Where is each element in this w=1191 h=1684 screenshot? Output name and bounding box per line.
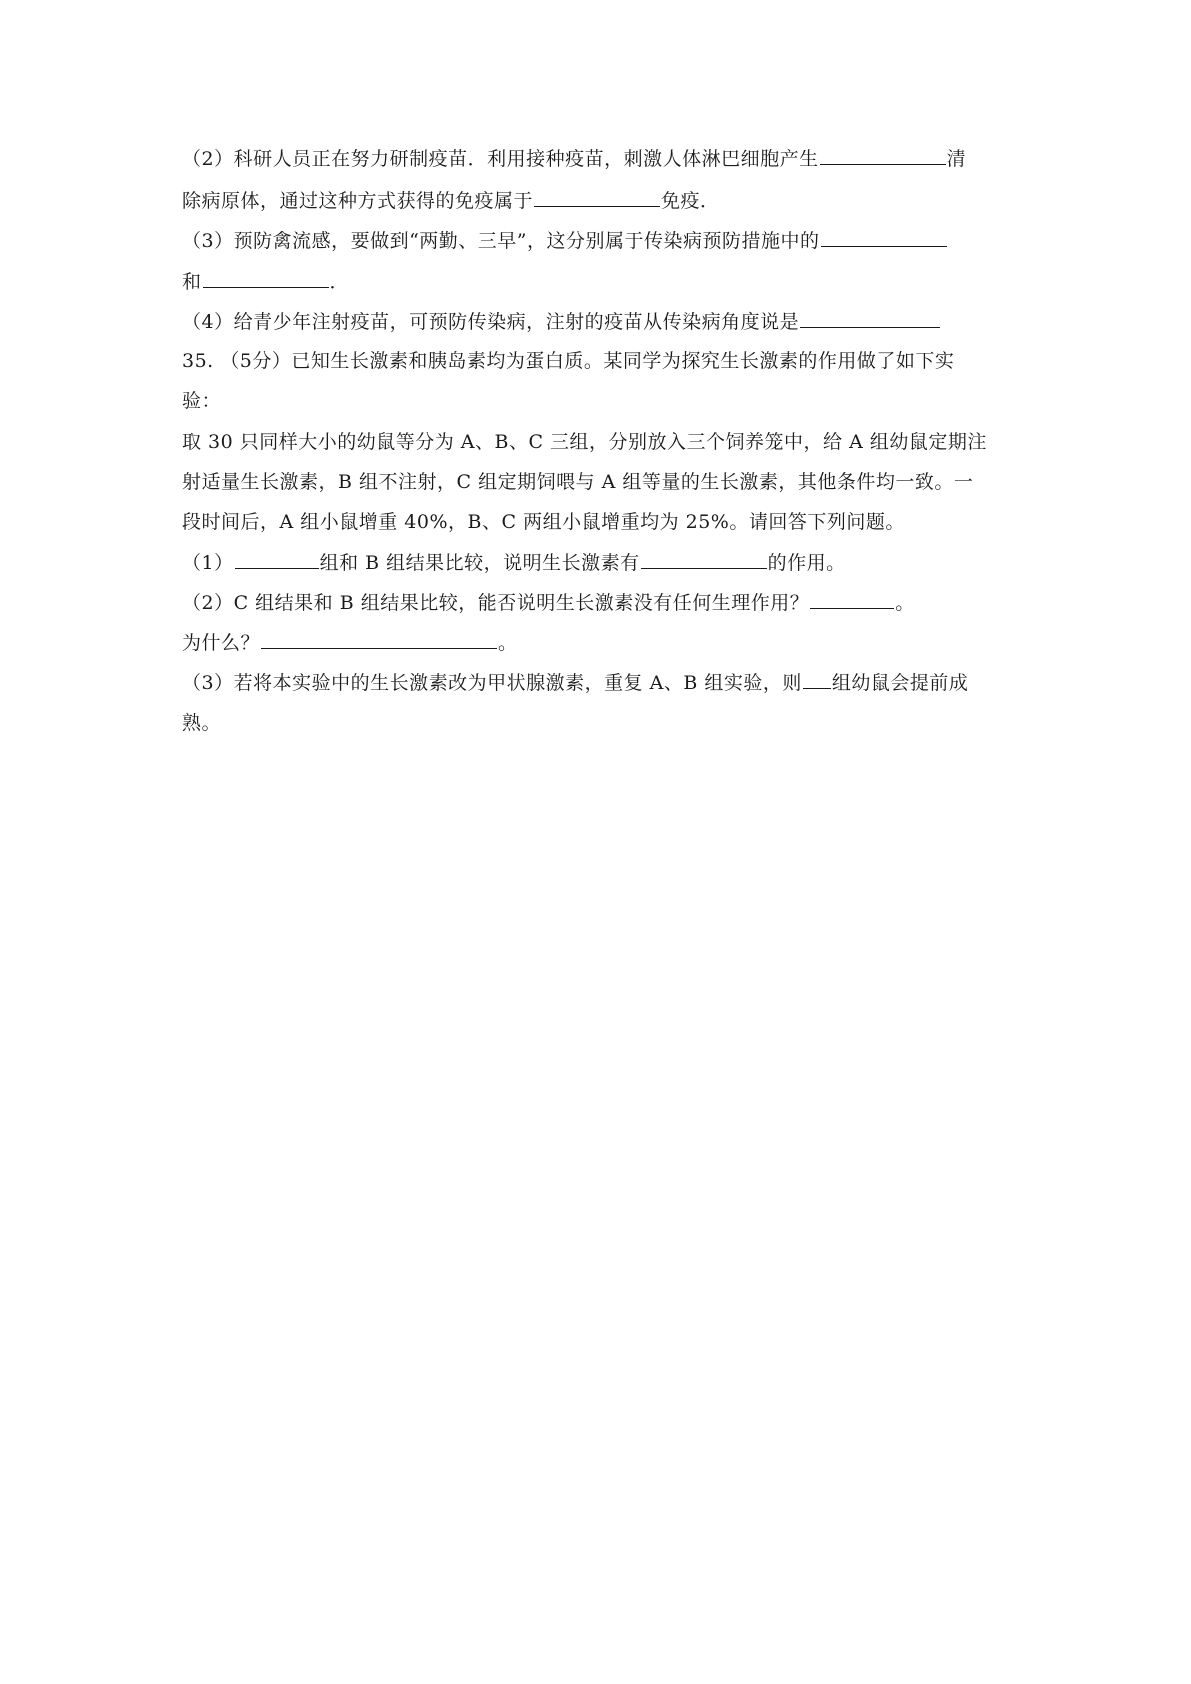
q35-sub-2	[182, 590, 915, 615]
q35-sub-1-text-c: 的作用。	[767, 552, 846, 574]
q35-sub-1	[182, 550, 846, 575]
q34-3-text-b: 和	[182, 271, 202, 293]
q35-body-line-2: 射适量生长激素，B 组不注射，C 组定期饲喂与 A 组等量的生长激素，其他条件均一致。一	[182, 471, 974, 493]
q35-body-line-3: 段时间后，A 组小鼠增重 40%，B、C 两组小鼠增重均为 25%。请回答下列问题。	[182, 511, 905, 533]
answer-blank-immunity-type[interactable]	[534, 188, 660, 207]
q34-2-text-a: （2）科研人员正在努力研制疫苗．利用接种疫苗，刺激人体淋巴细胞产生	[182, 148, 819, 170]
q34-3-line-1	[182, 228, 948, 253]
q35-intro-line-2: 验：	[182, 390, 222, 412]
q34-4-text-a: （4）给青少年注射疫苗，可预防传染病，注射的疫苗从传染病角度说是	[182, 311, 800, 333]
answer-blank-vaccine-role[interactable]	[800, 309, 940, 328]
answer-blank-hormone-effect[interactable]	[641, 550, 767, 569]
q35-sub-2-text-a: （2）C 组结果和 B 组结果比较，能否说明生长激素没有任何生理作用？	[182, 592, 810, 614]
q35-intro-line-1: 35. （5分）已知生长激素和胰岛素均为蛋白质。某同学为探究生长激素的作用做了如下实	[182, 350, 955, 372]
q35-sub-1-num: （1）	[182, 552, 234, 574]
answer-blank-yes-no[interactable]	[810, 590, 894, 609]
q34-2-line-2	[182, 188, 720, 213]
q35-sub-2-why	[182, 630, 518, 655]
q35-body-line-1: 取 30 只同样大小的幼鼠等分为 A、B、C 三组，分别放入三个饲养笼中，给 A 组幼鼠定期注	[182, 431, 987, 453]
q34-3-text-a: （3）预防禽流感，要做到“两勤、三早”，这分别属于传染病预防措施中的	[182, 230, 820, 252]
q35-sub-2-text-b: 。	[895, 592, 915, 614]
answer-blank-early-group[interactable]	[803, 670, 831, 689]
answer-blank-measure-2[interactable]	[203, 269, 329, 288]
q34-2-text-b: 清	[946, 148, 967, 170]
q35-sub-2-why-end: 。	[498, 632, 518, 654]
q34-3-text-c: ．	[329, 271, 350, 293]
q34-4-line-1	[182, 309, 941, 334]
q34-3-line-2	[182, 269, 349, 294]
answer-blank-measure-1[interactable]	[821, 228, 947, 247]
q35-sub-1-text-b: 组和 B 组结果比较，说明生长激素有	[319, 552, 640, 574]
q35-sub-2-why-text: 为什么？	[182, 632, 261, 654]
q34-2-text-c: 除病原体，通过这种方式获得的免疫属于	[182, 190, 534, 212]
q35-sub-3-line-2: 熟。	[182, 712, 222, 734]
q35-sub-3-text-a: （3）若将本实验中的生长激素改为甲状腺激素，重复 A、B 组实验，则	[182, 672, 802, 694]
answer-blank-reason[interactable]	[261, 630, 497, 649]
q34-2-line-1	[182, 146, 966, 171]
answer-blank-group[interactable]	[235, 550, 319, 569]
q35-sub-3-text-b: 组幼鼠会提前成	[831, 672, 969, 694]
answer-blank-lymph-product[interactable]	[820, 146, 946, 165]
q34-2-text-d: 免疫．	[661, 190, 720, 212]
q35-sub-3-line-1	[182, 670, 968, 695]
